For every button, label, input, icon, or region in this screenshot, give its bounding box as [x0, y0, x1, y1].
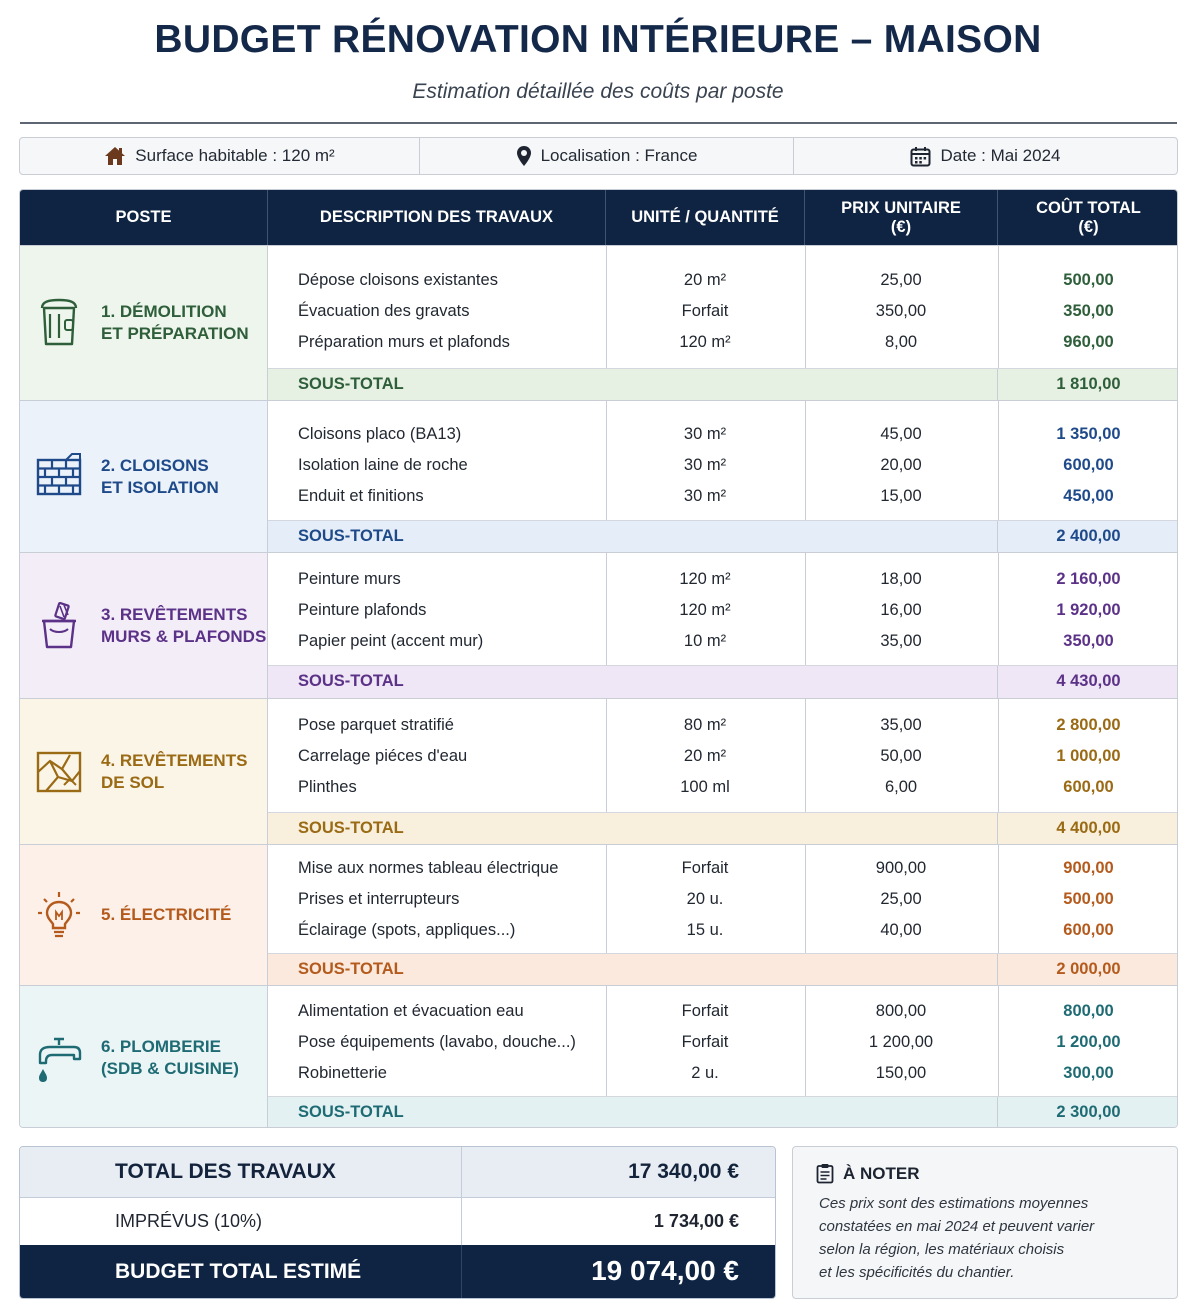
note-text: [819, 1192, 1164, 1284]
row-unit-price: 40,00: [880, 921, 922, 939]
subtotal-value: 4 430,00: [1056, 672, 1121, 690]
location-pin-icon: [516, 145, 532, 167]
row-description: Pose équipements (lavabo, douche...): [298, 1033, 576, 1051]
budget-total-value: 19 074,00 €: [591, 1255, 739, 1286]
row-unit-price: 150,00: [875, 1064, 927, 1082]
row-quantity: 30 m²: [683, 487, 727, 505]
row-quantity: 120 m²: [679, 601, 731, 619]
table-row: [268, 915, 1178, 946]
table-row: [268, 419, 1178, 450]
row-description: Alimentation et évacuation eau: [298, 1002, 524, 1020]
row-total: 2 160,00: [1056, 570, 1121, 588]
works-total-row: [20, 1147, 776, 1198]
table-row: [268, 595, 1178, 626]
rows-area: [268, 986, 1178, 1096]
poste-cell: [20, 553, 268, 698]
poste-name: [101, 750, 247, 794]
table-row: [268, 327, 1178, 358]
row-description: Cloisons placo (BA13): [298, 425, 462, 443]
subtotal-row: [268, 520, 1178, 553]
row-unit-price: 25,00: [880, 271, 922, 289]
poste-name: [101, 604, 266, 648]
row-quantity: 15 u.: [686, 921, 724, 939]
date-text: Date : Mai 2024: [940, 146, 1061, 165]
poste-cell: [20, 401, 268, 552]
row-unit-price: 900,00: [875, 859, 927, 877]
poste-name-line2: ET PRÉPARATION: [101, 324, 249, 343]
row-total: 600,00: [1063, 921, 1114, 939]
row-quantity: Forfait: [681, 859, 729, 877]
page-subtitle: Estimation détaillée des coûts par poste: [412, 80, 784, 103]
works-total-value: 17 340,00 €: [628, 1160, 739, 1183]
row-description: Pose parquet stratifié: [298, 716, 454, 734]
table-row: [268, 710, 1178, 741]
row-quantity: 100 ml: [680, 778, 730, 796]
section-3: [20, 552, 1178, 698]
col-quantity: UNITÉ / QUANTITÉ: [606, 190, 805, 245]
subtotal-value: 2 400,00: [1056, 527, 1121, 545]
surface-text: Surface habitable : 120 m²: [135, 146, 335, 165]
poste-name-line1: 2. CLOISONS: [101, 455, 209, 475]
totals-separator: [461, 1147, 462, 1197]
row-description: Plinthes: [298, 778, 357, 796]
row-unit-price: 800,00: [875, 1002, 927, 1020]
row-total: 1 000,00: [1056, 747, 1121, 765]
contingency-row: [20, 1198, 776, 1245]
subtotal-row: [268, 368, 1178, 401]
row-total: 350,00: [1063, 632, 1114, 650]
section-5: [20, 844, 1178, 985]
row-quantity: 10 m²: [683, 632, 727, 650]
note-box: [792, 1146, 1178, 1299]
totals-separator: [461, 1198, 462, 1245]
row-quantity: 80 m²: [683, 716, 727, 734]
row-description: Robinetterie: [298, 1064, 387, 1082]
row-unit-price: 16,00: [880, 601, 922, 619]
calendar-icon: [910, 146, 931, 167]
row-unit-price: 20,00: [880, 456, 922, 474]
subtotal-label: SOUS-TOTAL: [298, 375, 404, 393]
row-quantity: 30 m²: [683, 456, 727, 474]
floor-tile-icon: [36, 747, 82, 797]
note-line: Ces prix sont des estimations moyennes: [819, 1195, 1089, 1212]
row-total: 600,00: [1063, 778, 1114, 796]
row-total: 800,00: [1063, 1002, 1114, 1020]
row-quantity: Forfait: [681, 302, 729, 320]
note-title: À NOTER: [843, 1164, 920, 1183]
row-unit-price: 6,00: [884, 778, 918, 796]
clipboard-icon: [816, 1163, 834, 1184]
table-header: [20, 190, 1178, 245]
paint-bucket-icon: [36, 601, 82, 651]
row-description: Dépose cloisons existantes: [298, 271, 498, 289]
table-row: [268, 1027, 1178, 1058]
totals-box: [19, 1146, 776, 1299]
surface-info: [20, 138, 420, 174]
poste-cell: [20, 699, 268, 844]
table-row: [268, 564, 1178, 595]
poste-cell: [20, 986, 268, 1128]
budget-total-label: BUDGET TOTAL ESTIMÉ: [115, 1260, 362, 1283]
date-info: [794, 138, 1177, 174]
poste-cell: [20, 845, 268, 985]
subtotal-row: [268, 812, 1178, 845]
section-6: [20, 985, 1178, 1128]
row-unit-price: 35,00: [880, 716, 922, 734]
poste-name-line2: MURS & PLAFONDS: [101, 626, 267, 646]
row-quantity: 120 m²: [679, 333, 731, 351]
row-total: 500,00: [1063, 890, 1114, 908]
note-line: constatées en mai 2024 et peuvent varier: [819, 1218, 1095, 1235]
subtotal-row: [268, 665, 1178, 699]
row-unit-price: 1 200,00: [868, 1033, 934, 1051]
poste-name-line2: DE SOL: [101, 772, 165, 792]
light-bulb-icon: [36, 890, 82, 940]
row-unit-price: 35,00: [880, 632, 922, 650]
row-total: 900,00: [1063, 859, 1114, 877]
subtotal-label: SOUS-TOTAL: [298, 960, 404, 978]
col-description: DESCRIPTION DES TRAVAUX: [268, 190, 606, 245]
col-unit-price: [805, 190, 998, 245]
table-row: [268, 481, 1178, 512]
row-description: Mise aux normes tableau électrique: [298, 859, 559, 877]
row-quantity: Forfait: [681, 1033, 729, 1051]
col-total-line2: (€): [1078, 217, 1099, 236]
col-unit-price-line2: (€): [890, 217, 912, 236]
table-row: [268, 265, 1178, 296]
subtotal-row: [268, 1096, 1178, 1128]
works-total-label: TOTAL DES TRAVAUX: [115, 1160, 336, 1183]
rows-area: [268, 699, 1178, 812]
row-quantity: 30 m²: [683, 425, 727, 443]
poste-name-line2: (SDB & CUISINE): [101, 1058, 239, 1078]
row-description: Peinture murs: [298, 570, 401, 588]
row-total: 1 200,00: [1056, 1033, 1121, 1051]
contingency-value: 1 734,00 €: [653, 1211, 739, 1231]
poste-name-line1: 5. ÉLECTRICITÉ: [101, 905, 232, 924]
poste-name-line1: 4. REVÊTEMENTS: [101, 750, 248, 770]
row-total: 450,00: [1063, 487, 1114, 505]
row-total: 300,00: [1063, 1064, 1114, 1082]
subtotal-value: 2 000,00: [1056, 960, 1121, 978]
row-total: 500,00: [1063, 271, 1114, 289]
col-poste: POSTE: [20, 190, 268, 245]
subtotal-label: SOUS-TOTAL: [298, 527, 404, 545]
row-description: Peinture plafonds: [298, 601, 427, 619]
section-2: [20, 400, 1178, 552]
row-unit-price: 25,00: [880, 890, 922, 908]
rows-area: [268, 553, 1178, 665]
table-row: [268, 450, 1178, 481]
row-unit-price: 18,00: [880, 570, 922, 588]
row-description: Prises et interrupteurs: [298, 890, 460, 908]
col-total: [998, 190, 1178, 245]
table-row: [268, 626, 1178, 657]
budget-table: [19, 189, 1178, 1128]
table-row: [268, 1058, 1178, 1089]
poste-name: [101, 301, 249, 345]
subtotal-label: SOUS-TOTAL: [298, 819, 404, 837]
location-text: Localisation : France: [540, 146, 698, 165]
poste-name-line1: 3. REVÊTEMENTS: [101, 604, 248, 624]
row-description: Papier peint (accent mur): [298, 632, 484, 650]
demolition-bin-icon: [36, 298, 82, 348]
row-description: Carrelage piéces d'eau: [298, 747, 468, 765]
poste-name: [101, 904, 231, 926]
row-description: Évacuation des gravats: [298, 302, 470, 320]
subtotal-value: 4 400,00: [1056, 819, 1121, 837]
rows-area: [268, 401, 1178, 520]
poste-name-line2: ET ISOLATION: [101, 477, 219, 497]
row-description: Éclairage (spots, appliques...): [298, 921, 516, 939]
row-total: 600,00: [1063, 456, 1114, 474]
house-icon: [104, 146, 126, 166]
section-4: [20, 698, 1178, 844]
row-description: Préparation murs et plafonds: [298, 333, 510, 351]
section-1: [20, 245, 1178, 400]
subtotal-label: SOUS-TOTAL: [298, 1103, 404, 1121]
note-line: et les spécificités du chantier.: [819, 1264, 1015, 1281]
page-title: BUDGET RÉNOVATION INTÉRIEURE – MAISON: [154, 18, 1042, 61]
row-quantity: 20 u.: [686, 890, 724, 908]
subtotal-row: [268, 953, 1178, 986]
poste-name: [101, 455, 219, 499]
row-unit-price: 45,00: [880, 425, 922, 443]
rows-area: [268, 246, 1178, 368]
row-unit-price: 8,00: [884, 333, 918, 351]
subtotal-value: 1 810,00: [1056, 375, 1121, 393]
row-total: 1 350,00: [1056, 425, 1121, 443]
rows-area: [268, 845, 1178, 953]
poste-name-line1: 1. DÉMOLITION: [101, 302, 227, 321]
info-bar: [19, 137, 1178, 175]
budget-total-row: [20, 1245, 776, 1299]
row-quantity: Forfait: [681, 1002, 729, 1020]
location-info: [420, 138, 794, 174]
row-quantity: 20 m²: [683, 271, 727, 289]
note-line: selon la région, les matériaux choisis: [819, 1241, 1065, 1258]
row-quantity: 120 m²: [679, 570, 731, 588]
table-row: [268, 741, 1178, 772]
poste-name: [101, 1036, 239, 1080]
poste-cell: [20, 246, 268, 400]
brick-wall-icon: [36, 452, 82, 502]
table-row: [268, 996, 1178, 1027]
row-unit-price: 15,00: [880, 487, 922, 505]
table-row: [268, 884, 1178, 915]
subtotal-value: 2 300,00: [1056, 1103, 1121, 1121]
row-total: 350,00: [1063, 302, 1114, 320]
row-unit-price: 350,00: [875, 302, 927, 320]
table-row: [268, 772, 1178, 803]
table-row: [268, 853, 1178, 884]
faucet-icon: [36, 1033, 82, 1083]
row-unit-price: 50,00: [880, 747, 922, 765]
header-divider: [20, 122, 1177, 124]
row-total: 1 920,00: [1056, 601, 1121, 619]
contingency-label: IMPRÉVUS (10%): [115, 1211, 263, 1231]
poste-name-line1: 6. PLOMBERIE: [101, 1036, 221, 1056]
subtotal-label: SOUS-TOTAL: [298, 672, 404, 690]
totals-separator: [461, 1245, 462, 1299]
row-total: 2 800,00: [1056, 716, 1121, 734]
row-quantity: 2 u.: [691, 1064, 719, 1082]
col-total-line1: COÛT TOTAL: [1036, 198, 1141, 217]
col-unit-price-line1: PRIX UNITAIRE: [841, 198, 961, 217]
row-description: Enduit et finitions: [298, 487, 424, 505]
row-description: Isolation laine de roche: [298, 456, 468, 474]
row-quantity: 20 m²: [683, 747, 727, 765]
row-total: 960,00: [1063, 333, 1114, 351]
table-row: [268, 296, 1178, 327]
